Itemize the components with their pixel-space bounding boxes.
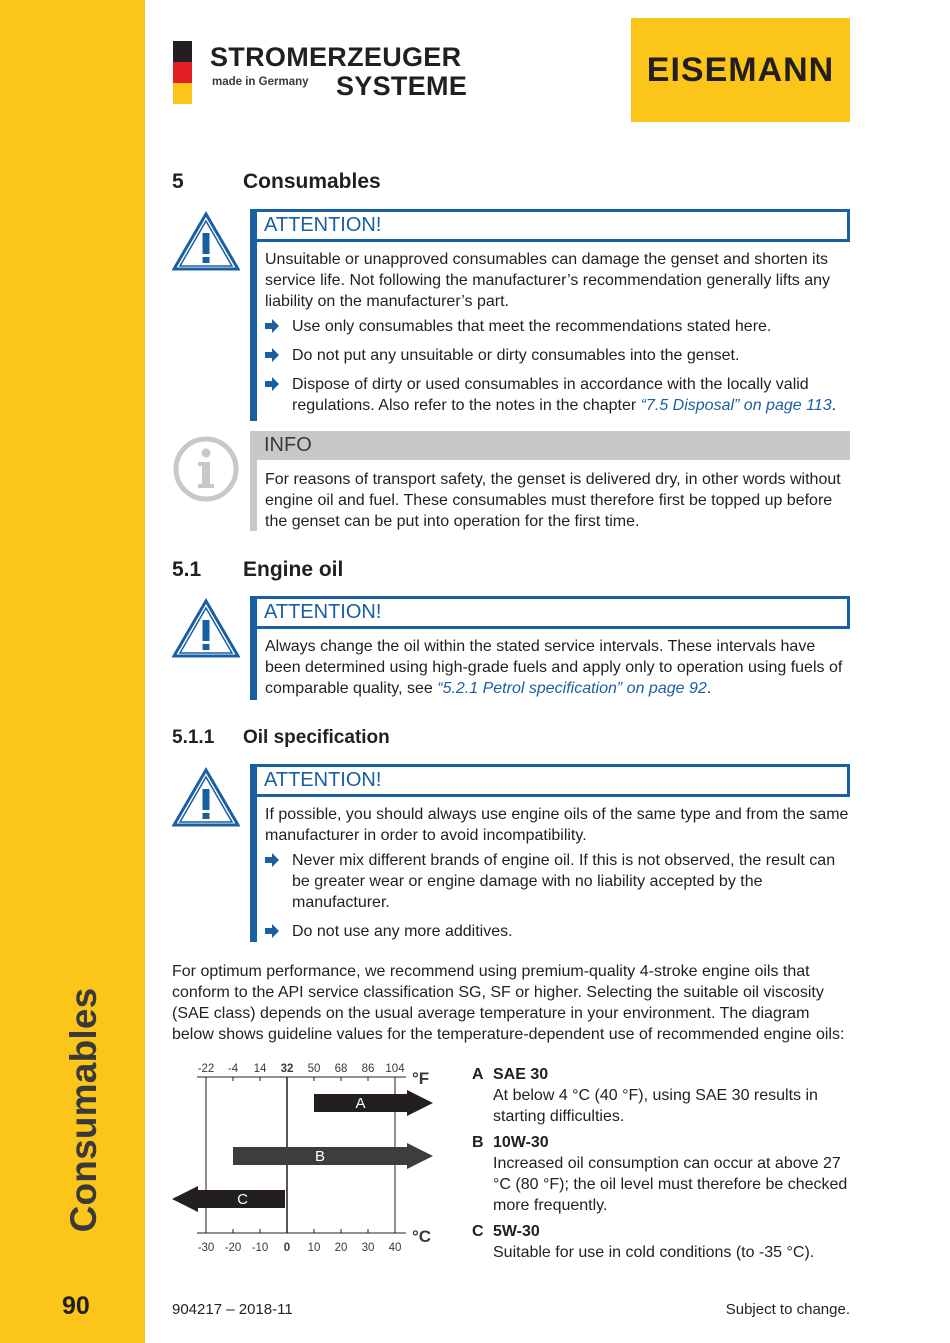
celsius-tick-label: -10 [251, 1242, 269, 1254]
attention-notice [250, 209, 850, 421]
legend-title: 10W-30 [493, 1134, 549, 1151]
fahrenheit-unit-label: °F [412, 1069, 430, 1088]
notice-label: ATTENTION! [257, 764, 850, 797]
legend-text: Increased oil consumption can occur at above 27 °C (80 °F); the oil level must therefore be checked more frequently. [493, 1155, 848, 1214]
fahrenheit-tick-label: -4 [227, 1063, 239, 1075]
legend-letter: A [472, 1066, 484, 1083]
brand-name-line2: SYSTEME [336, 71, 468, 101]
notice-text: If possible, you should always use engine oils of the same type and from the same manufacturer in order to avoid incompatibility. [265, 806, 849, 844]
range-label-a: A [355, 1095, 366, 1112]
attention-notice [250, 764, 850, 942]
notice-text [265, 636, 850, 699]
section-title: Consumables [243, 170, 381, 193]
warning-triangle-icon [172, 598, 240, 658]
notice-text-prefix: Always change the oil within the stated service intervals. These intervals have been determined using high-grade fuels and apply only to operation using fuels of comparable quality, see [265, 638, 843, 697]
list-item-suffix: . [831, 397, 837, 414]
logo-text: EISEMANN [646, 50, 835, 89]
arrow-right-icon [265, 348, 279, 362]
warning-triangle-icon [172, 211, 240, 271]
cross-reference-link[interactable]: “5.2.1 Petrol specification” on page 92 [437, 680, 707, 697]
document-id: 904217 – 2018-11 [172, 1301, 293, 1318]
list-item [265, 345, 850, 366]
section-title: Oil specification [243, 727, 390, 748]
celsius-unit-label: °C [412, 1227, 432, 1246]
range-arrow-c [172, 1186, 285, 1212]
fahrenheit-tick-label: 50 [307, 1063, 321, 1075]
list-item [265, 316, 850, 337]
legend-item-c [472, 1221, 852, 1263]
chart-legend [472, 1064, 852, 1268]
notice-label: INFO [257, 431, 850, 460]
fahrenheit-tick-label: 32 [280, 1063, 294, 1075]
fahrenheit-tick-label: 68 [334, 1063, 348, 1075]
list-item [265, 374, 850, 416]
notice-bar [250, 596, 257, 700]
range-label-b: B [314, 1148, 326, 1165]
cross-reference-link[interactable]: “7.5 Disposal” on page 113 [640, 397, 832, 414]
celsius-tick-label: -20 [224, 1242, 242, 1254]
range-label-c: C [237, 1191, 248, 1208]
fahrenheit-tick-label: -22 [197, 1063, 215, 1075]
list-item-text: Use only consumables that meet the recommendations stated here. [292, 318, 772, 335]
list-item-text: Dispose of dirty or used consumables in accordance with the locally valid regulations. Also refer to the notes in the chapter [292, 376, 809, 414]
intro-paragraph: For optimum performance, we recommend using premium-quality 4-stroke engine oils that conform to the API service classification SG, SF or higher. Selecting the suitable oil viscosity (SAE class) depends on the usual average temperature in your environment. The diagram below shows guideline values for the temperature-dependent use of recommended engine oils: [172, 963, 845, 1043]
brand-name-line1: STROMERZEUGER [210, 42, 462, 72]
legend-text: Suitable for use in cold conditions (to -35 °C). [493, 1244, 815, 1261]
chapter-sidebar [0, 0, 145, 1343]
notice-bar [250, 764, 257, 942]
legend-text: At below 4 °C (40 °F), using SAE 30 results in starting difficulties. [493, 1087, 818, 1125]
section-title: Engine oil [243, 558, 344, 581]
attention-notice [250, 596, 850, 700]
arrow-right-icon [265, 377, 279, 391]
legend-title: SAE 30 [493, 1066, 549, 1083]
notice-bar [250, 431, 257, 531]
oil-temperature-chart [170, 1058, 440, 1258]
list-item-text: Do not use any more additives. [292, 923, 513, 940]
german-flag-icon [173, 41, 192, 104]
arrow-right-icon [265, 924, 279, 938]
range-arrow-a [314, 1090, 433, 1116]
info-notice [250, 431, 850, 531]
notice-label: ATTENTION! [257, 596, 850, 629]
chapter-title: Consumables [63, 987, 104, 1233]
legend-letter: B [472, 1134, 484, 1151]
list-item-text: Do not put any unsuitable or dirty consumables into the genset. [292, 347, 740, 364]
list-item [265, 850, 850, 913]
celsius-tick-label: 0 [283, 1242, 291, 1254]
legend-item-b [472, 1132, 852, 1216]
legend-title: 5W-30 [493, 1223, 540, 1240]
footer-note: Subject to change. [725, 1301, 850, 1318]
company-logo [631, 18, 850, 122]
celsius-tick-label: 20 [334, 1242, 348, 1254]
notice-text: Unsuitable or unapproved consumables can damage the genset and shorten its service life. Not following the manufacturer’s recommendation generally lifts any liability on the manufacturer’s part. [265, 251, 831, 310]
list-item [265, 921, 850, 942]
fahrenheit-tick-label: 86 [361, 1063, 375, 1075]
arrow-right-icon [265, 319, 279, 333]
list-item-text: Never mix different brands of engine oil. If this is not observed, the result can be greater wear or engine damage with no liability accepted by the manufacturer. [292, 852, 836, 911]
notice-bar [250, 209, 257, 421]
celsius-tick-label: 10 [307, 1242, 321, 1254]
brand-tagline: made in Germany [212, 76, 309, 88]
celsius-tick-label: -30 [197, 1242, 215, 1254]
notice-text-suffix: . [706, 680, 712, 697]
fahrenheit-tick-label: 14 [253, 1063, 267, 1075]
legend-letter: C [472, 1223, 484, 1240]
range-arrow-b [233, 1143, 433, 1169]
section-number: 5.1 [172, 558, 202, 581]
section-number: 5.1.1 [172, 727, 215, 748]
section-number: 5 [172, 170, 184, 193]
fahrenheit-tick-label: 104 [385, 1063, 405, 1075]
notice-text: For reasons of transport safety, the genset is delivered dry, in other words without engine oil and fuel. These consumables must therefore first be topped up before the genset can be put into operation for the first time. [265, 471, 841, 530]
celsius-tick-label: 40 [388, 1242, 402, 1254]
legend-item-a [472, 1064, 852, 1127]
celsius-tick-label: 30 [361, 1242, 375, 1254]
notice-label: ATTENTION! [257, 209, 850, 242]
page-number: 90 [62, 1292, 90, 1320]
info-icon [172, 435, 240, 503]
warning-triangle-icon [172, 767, 240, 827]
arrow-right-icon [265, 853, 279, 867]
